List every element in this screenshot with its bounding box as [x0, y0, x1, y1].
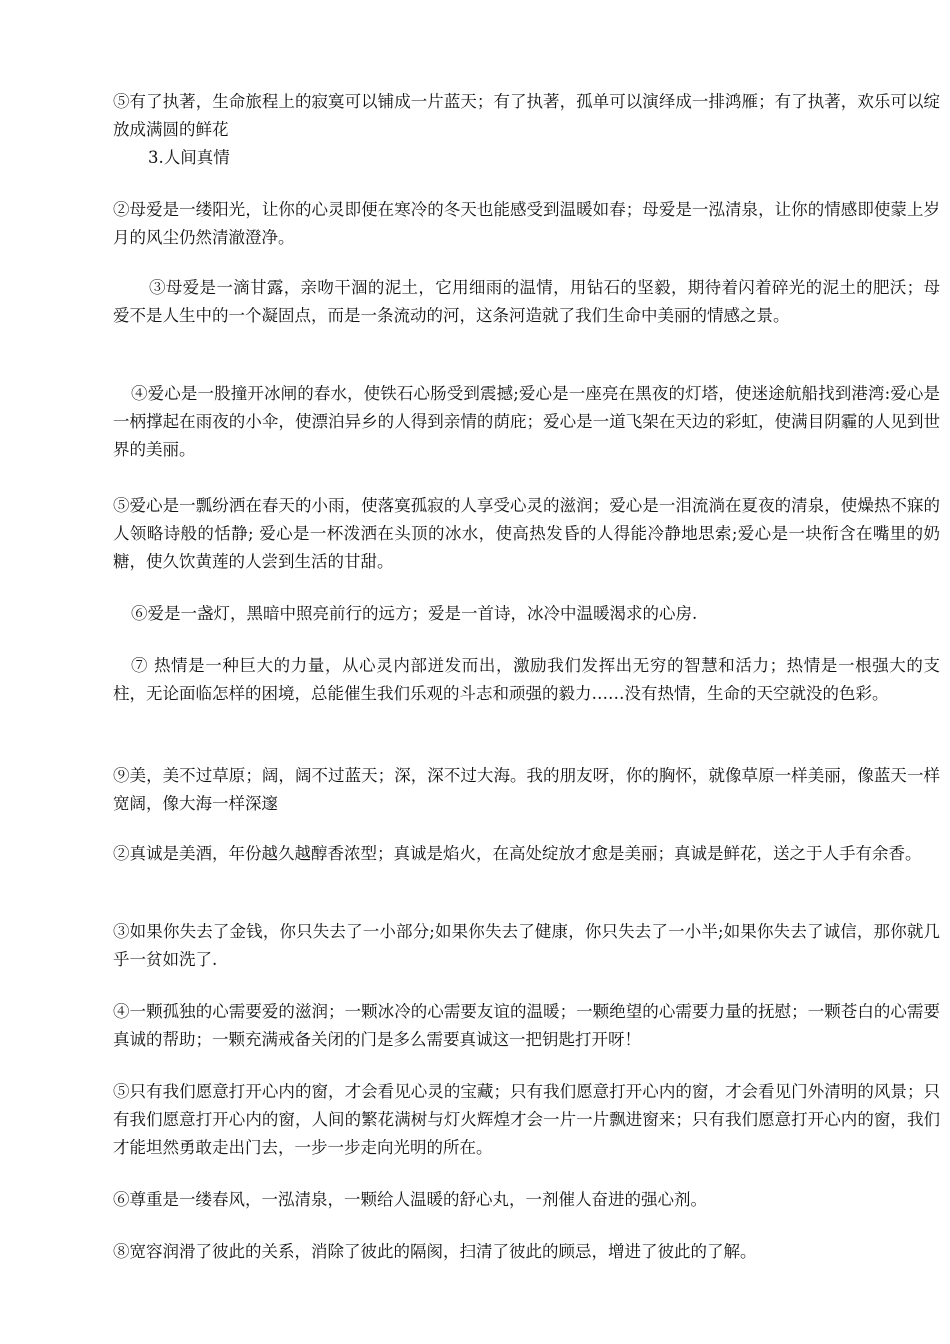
paragraph-love-rain: ⑤爱心是一瓢纷洒在春天的小雨，使落寞孤寂的人享受心灵的滋润；爱心是一泪流淌在夏夜的清泉，使燥热不寐的人领略诗般的恬静; 爱心是一杯泼洒在头顶的冰水，使高热发昏的人得能冷静地思索;爱心是一块衔含在嘴里的奶糖，使久饮黄莲的人尝到生活的甘甜。 [113, 496, 940, 571]
paragraph-mother-love-dew: ③母爱是一滴甘露，亲吻干涸的泥土，它用细雨的温情，用钻石的坚毅，期待着闪着碎光的泥土的肥沃；母爱不是人生中的一个凝固点，而是一条流动的河，这条河造就了我们生命中美丽的情感之景。 [113, 278, 940, 325]
paragraph-passion: ⑦ 热情是一种巨大的力量，从心灵内部迸发而出，激励我们发挥出无穷的智慧和活力；热情是一根强大的支柱，无论面临怎样的困境，总能催生我们乐观的斗志和顽强的毅力……没有热情，生命的天空就没的色彩。 [113, 656, 940, 703]
paragraph-lose-integrity: ③如果你失去了金钱，你只失去了一小部分;如果你失去了健康，你只失去了一小半;如果你失去了诚信，那你就几乎一贫如洗了. [113, 922, 940, 969]
paragraph-mother-love-sunshine: ②母爱是一缕阳光，让你的心灵即便在寒冷的冬天也能感受到温暖如春；母爱是一泓清泉，让你的情感即使蒙上岁月的风尘仍然清澈澄净。 [113, 200, 940, 247]
paragraph-beauty: ⑨美，美不过草原；阔，阔不过蓝天；深，深不过大海。我的朋友呀，你的胸怀，就像草原一样美丽，像蓝天一样宽阔，像大海一样深邃 [113, 766, 940, 813]
paragraph-love-spring-water: ④爱心是一股撞开冰闸的春水，使铁石心肠受到震撼;爱心是一座亮在黑夜的灯塔，使迷途航船找到港湾:爱心是一柄撑起在雨夜的小伞，使漂泊异乡的人得到亲情的荫庇；爱心是一道飞架在天边的彩虹，使满目阴霾的人见到世界的美丽。 [113, 384, 940, 459]
paragraph-sincerity-wine: ②真诚是美酒，年份越久越醇香浓型；真诚是焰火，在高处绽放才愈是美丽；真诚是鲜花，送之于人手有余香。 [113, 844, 922, 863]
section-heading: 3.人间真情 [148, 148, 230, 167]
paragraph-tolerance: ⑧宽容润滑了彼此的关系，消除了彼此的隔阂，扫清了彼此的顾忌，增进了彼此的了解。 [113, 1242, 757, 1261]
paragraph-lonely-heart: ④一颗孤独的心需要爱的滋润；一颗冰冷的心需要友谊的温暖；一颗绝望的心需要力量的抚慰；一颗苍白的心需要真诚的帮助；一颗充满戒备关闭的门是多么需要真诚这一把钥匙打开呀！ [113, 1002, 940, 1049]
paragraph-love-lamp: ⑥爱是一盏灯，黑暗中照亮前行的远方；爱是一首诗，冰冷中温暖渴求的心房. [131, 604, 698, 623]
paragraph-open-window: ⑤只有我们愿意打开心内的窗，才会看见心灵的宝藏；只有我们愿意打开心内的窗，才会看见门外清明的风景；只有我们愿意打开心内的窗，人间的繁花满树与灯火辉煌才会一片一片飘进窗来；只有我们愿意打开心内的窗，我们才能坦然勇敢走出门去，一步一步走向光明的所在。 [113, 1082, 940, 1157]
paragraph-perseverance: ⑤有了执著，生命旅程上的寂寞可以铺成一片蓝天；有了执著，孤单可以演绎成一排鸿雁；有了执著，欢乐可以绽放成满圆的鲜花 [113, 92, 940, 139]
paragraph-respect: ⑥尊重是一缕春风，一泓清泉，一颗给人温暖的舒心丸，一剂催人奋进的强心剂。 [113, 1190, 707, 1209]
